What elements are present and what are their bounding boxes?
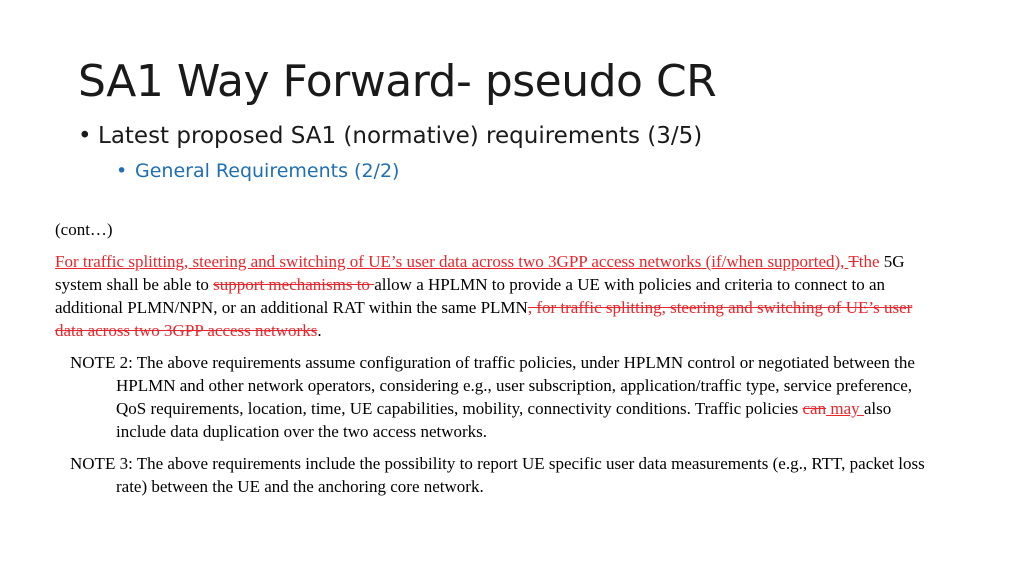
inserted-text: may (826, 399, 864, 418)
note-2 (55, 351, 935, 443)
requirement-period: . (317, 321, 322, 340)
note-2-text: also include data duplication over the two access networks. (116, 399, 892, 441)
deleted-text: , for traffic splitting, steering and switching of UE’s user data across two 3GPP access networks (55, 298, 913, 340)
cont-label: (cont…) (55, 220, 113, 239)
deleted-text: T (848, 252, 859, 271)
note-3: NOTE 3: The above requirements include the possibility to report UE specific user data measurements (e.g., RTT, packet loss rate) between the UE and the anchoring core network. (70, 454, 925, 496)
bullet-icon: • (116, 160, 128, 182)
inserted-text: For traffic splitting, steering and switching of UE’s user data across two 3GPP access networks (if/when supported), (55, 252, 849, 271)
deleted-text: can (802, 399, 827, 418)
requirement-paragraph (55, 250, 915, 342)
bullet-icon: • (78, 123, 92, 149)
bullet-level1-text: Latest proposed SA1 (normative) requirements (3/5) (98, 123, 703, 149)
bullet-level2 (116, 160, 399, 182)
requirement-text: allow a HPLMN to provide a UE with policies and criteria to connect to an additional PLMN/NPN, or an additional RAT within the same PLMN (55, 275, 885, 317)
note-2-text: NOTE 2: The above requirements assume configuration of traffic policies, under HPLMN control or negotiated between the HPLMN and other network operators, considering e.g., user subscription, application/traffic type, service preference, QoS requirements, location, time, UE capabilities, mobility, connectivity conditions. Traffic policies (70, 353, 915, 418)
slide-title: SA1 Way Forward- pseudo CR (78, 56, 717, 107)
deleted-text: support mechanisms to (213, 275, 375, 294)
cr-body (55, 218, 935, 498)
bullet-level2-text: General Requirements (2/2) (135, 160, 400, 182)
bullet-level1 (78, 123, 702, 149)
inserted-text: the (858, 252, 880, 271)
requirement-text: 5G system shall be able to (55, 252, 905, 294)
